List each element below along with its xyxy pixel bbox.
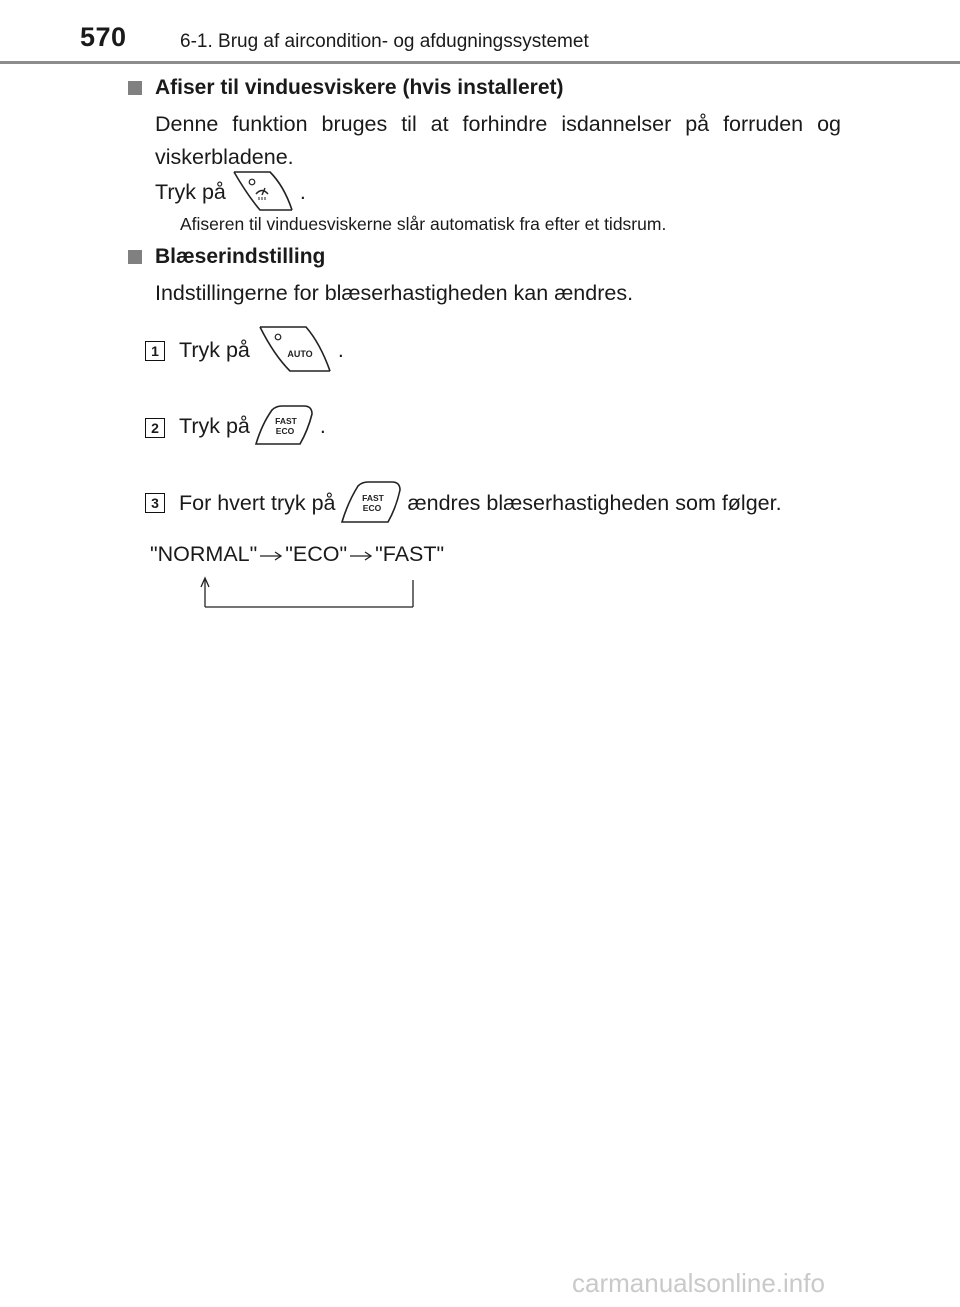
section-heading-blower [128,245,325,269]
step-1-instruction [179,325,344,375]
cycle-return-arrow-icon [195,576,420,610]
step-3-instruction [179,480,782,526]
cycle-item-eco: "ECO" [285,542,348,566]
wiper-deicer-icon[interactable] [230,170,296,214]
instruction-suffix: . [337,337,344,362]
watermark: carmanualsonline.info [572,1268,825,1298]
step-number-1: 1 [145,341,165,361]
instruction-prefix: Tryk på [179,337,250,362]
instruction-suffix: . [319,413,326,438]
eco-label: ECO [275,426,295,436]
cycle-item-normal: "NORMAL" [150,542,258,566]
section-heading-text: Blæserindstilling [155,245,326,268]
eco-label: ECO [362,503,381,513]
blower-description: Indstillingerne for blæserhastigheden kan ændres. [155,281,634,305]
wiper-deicer-instruction [155,170,306,214]
step-number-3: 3 [145,493,165,513]
instruction-prefix: Tryk på [179,413,250,438]
auto-button-icon[interactable] [254,325,334,375]
wiper-deicer-description: Denne funktion bruges til at forhindre isdannelser på forruden og viskerbladene. [155,112,841,169]
fast-eco-button-icon[interactable] [254,404,316,448]
chapter-title: 6-1. Brug af aircondition- og afdugningssystemet [180,31,589,52]
step-2-instruction [179,404,326,448]
arrow-right-icon [348,548,374,562]
auto-label: AUTO [287,349,313,359]
instruction-suffix: ændres blæserhastigheden som følger. [407,490,782,515]
blower-cycle-sequence [150,542,444,567]
wiper-deicer-note: Afiseren til vinduesviskerne slår automatisk fra efter et tidsrum. [180,214,667,234]
instruction-prefix: For hvert tryk på [179,490,336,515]
instruction-prefix: Tryk på [155,179,226,204]
fast-label: FAST [361,493,384,503]
step-number-2: 2 [145,418,165,438]
page-number: 570 [80,22,127,52]
cycle-item-fast: "FAST" [375,542,445,566]
square-bullet-icon [128,81,142,95]
header-divider [0,61,960,64]
arrow-right-icon [258,548,284,562]
section-heading-wiper-deicer [128,76,564,100]
fast-label: FAST [275,416,297,426]
square-bullet-icon [128,250,142,264]
section-heading-text: Afiser til vinduesviskere (hvis installeret) [155,76,564,99]
fast-eco-button-icon[interactable] [340,480,404,526]
instruction-suffix: . [299,179,306,204]
